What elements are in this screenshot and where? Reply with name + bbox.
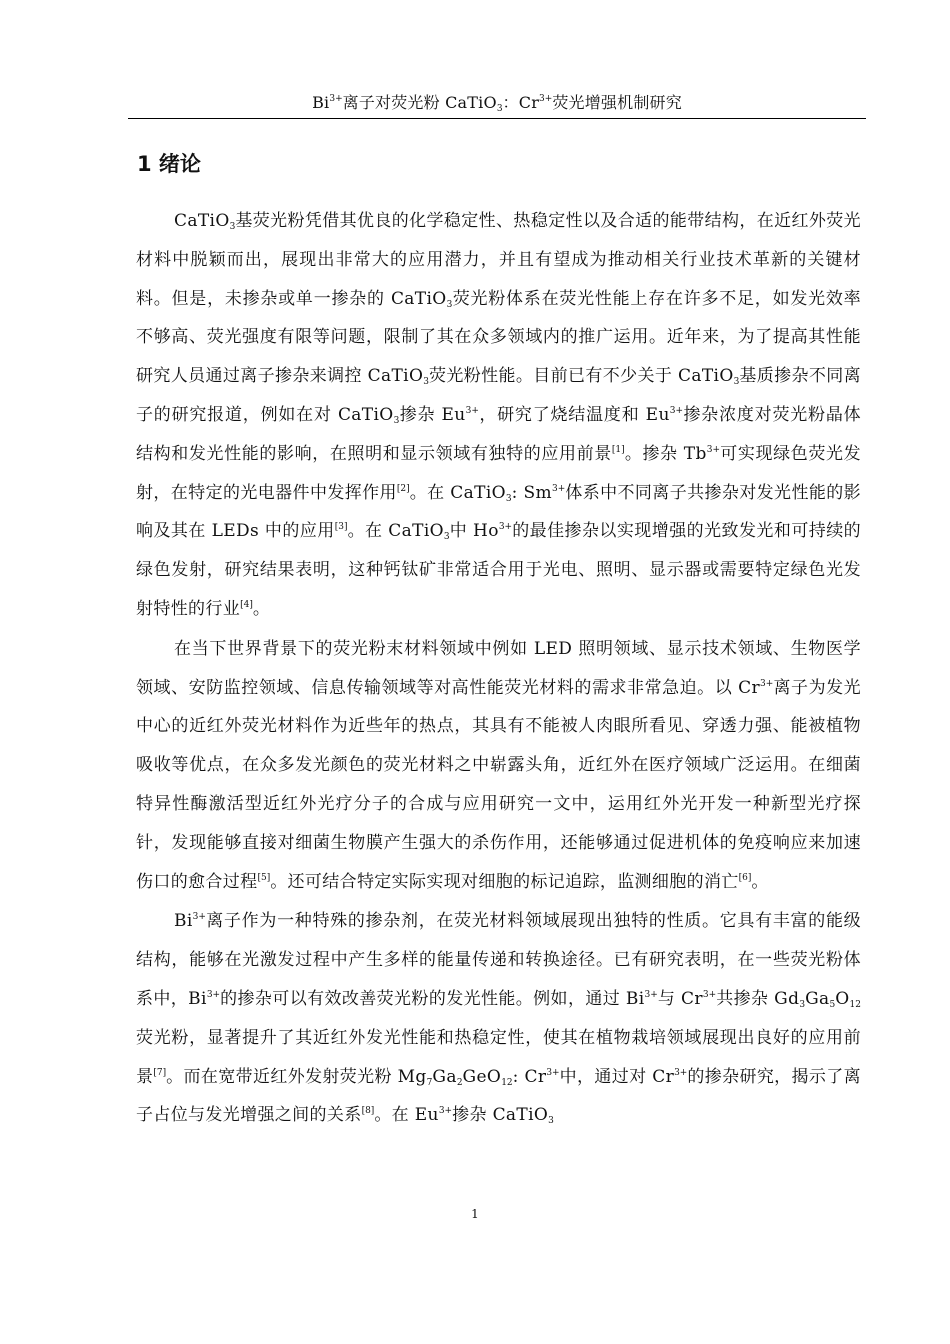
- citation-ref[interactable]: [2]: [396, 483, 410, 494]
- citation-ref[interactable]: [7]: [153, 1067, 167, 1078]
- text-run: 掺杂 Eu: [399, 404, 466, 425]
- subscript: 3: [393, 415, 400, 426]
- text-run: 。在 CaTiO: [409, 482, 506, 503]
- text-run: 的最佳掺杂以实现增强的光致发光和可持续的绿色发射，研究结果表明，这种钙钛矿非常适合用于光电、照明、显示器或需要特定绿色光发射特性的行业: [136, 521, 862, 619]
- citation-ref[interactable]: [3]: [334, 522, 348, 533]
- paragraph-2: [136, 630, 861, 902]
- text-run: GeO: [462, 1066, 502, 1087]
- text-run: 荧光粉体系在荧光性能上存在许多不足，如发光效率不够高、荧光强度有限等问题，限制了其在众多领域内的推广运用。近年来，为了提高其性能研究人员通过离子掺杂来调控 CaTiO: [136, 288, 861, 387]
- subscript: 12: [501, 1077, 513, 1088]
- subscript: 3: [229, 222, 236, 232]
- text-run: 。在 Eu: [374, 1105, 439, 1126]
- superscript: 3+: [702, 989, 717, 1000]
- superscript: 3+: [438, 1106, 453, 1117]
- subscript: 3: [446, 299, 453, 310]
- text-run: ，研究了烧结温度和 Eu: [478, 404, 670, 425]
- subscript: 3: [443, 532, 450, 543]
- citation-ref[interactable]: [4]: [240, 599, 253, 610]
- text-run: 掺杂浓度对荧光粉晶体结构和发光性能的影响，在照明和显示领域有独特的应用前景: [136, 404, 861, 464]
- citation-ref[interactable]: [5]: [257, 872, 271, 883]
- subscript: 5: [829, 999, 836, 1010]
- text-run: 。: [252, 598, 271, 619]
- text-run: : Sm: [511, 482, 552, 503]
- superscript: 3+: [192, 912, 206, 923]
- subscript: 2: [456, 1077, 463, 1088]
- superscript: 3+: [498, 522, 513, 533]
- superscript: 3+: [669, 405, 684, 416]
- text-run: 中 Ho: [449, 521, 499, 542]
- subscript: 3: [505, 493, 512, 504]
- text-run: 离子作为一种特殊的掺杂剂，在荧光材料领域展现出独特的性质。它具有丰富的能级结构，能够在光激发过程中产生多样的能量传递和转换途径。已有研究表明，在一些荧光粉体系中，Bi: [136, 911, 861, 1009]
- superscript: 3+: [644, 989, 658, 1000]
- superscript: 3+: [706, 444, 720, 455]
- citation-ref[interactable]: [8]: [361, 1106, 375, 1117]
- text-run: CaTiO: [174, 211, 230, 231]
- header-text: 荧光增强机制研究: [552, 93, 682, 112]
- subscript: 7: [426, 1077, 433, 1088]
- superscript: 3+: [674, 1067, 688, 1078]
- text-run: 共掺杂 Gd: [716, 988, 800, 1009]
- superscript: 3+: [206, 989, 221, 1000]
- text-run: 。在 CaTiO: [347, 521, 444, 542]
- citation-ref[interactable]: [1]: [611, 444, 625, 455]
- header-text: ：Cr: [502, 93, 540, 112]
- superscript: 3+: [546, 1067, 560, 1078]
- subscript: 3: [733, 377, 740, 388]
- subscript: 12: [849, 999, 861, 1010]
- text-run: 可实现绿色荧光发射，在特定的光电器件中发挥作用: [136, 443, 861, 503]
- text-run: 。掺杂 Tb: [624, 443, 707, 464]
- text-run: Ga: [432, 1066, 457, 1087]
- text-run: 荧光粉，显著提升了其近红外发光性能和热稳定性，使其在植物栽培领域展现出良好的应用前景: [136, 1027, 861, 1087]
- text-run: 的掺杂研究，揭示了离子占位与发光增强之间的关系: [136, 1066, 861, 1126]
- header-superscript: 3+: [329, 94, 343, 104]
- text-run: 。还可结合特定实际实现对细胞的标记追踪，监测细胞的消亡: [270, 871, 739, 892]
- body-text: [136, 202, 861, 1136]
- paragraph-3: [136, 902, 861, 1135]
- superscript: 3+: [760, 678, 774, 689]
- subscript: 3: [799, 999, 806, 1010]
- text-run: 离子为发光中心的近红外荧光材料作为近些年的热点，其具有不能被人肉眼所看见、穿透力强、能被植物吸收等优点，在众多发光颜色的荧光材料之中崭露头角，近红外在医疗领域广泛运用。在细菌特异性酶激活型近红外光疗分子的合成与应用研究一文中，运用红外光开发一种新型光疗探针，发现能够直接对细菌生物膜产生强大的杀伤作用，还能够通过促进机体的免疫响应来加速伤口的愈合过程: [136, 677, 861, 892]
- header-text: 离子对荧光粉 CaTiO: [342, 93, 497, 112]
- superscript: 3+: [465, 405, 479, 416]
- text-run: 基荧光粉凭借其优良的化学稳定性、热稳定性以及合适的能带结构，在近红外荧光材料中脱颖而出，展现出非常大的应用潜力，并且有望成为推动相关行业技术革新的关键材料。但是，未掺杂或单一掺杂的 CaTiO: [136, 211, 861, 309]
- text-run: 中，通过对 Cr: [559, 1066, 675, 1087]
- text-run: O: [835, 988, 850, 1009]
- text-run: 基质掺杂不同离子的研究报道，例如在对 CaTiO: [136, 366, 861, 425]
- text-run: : Cr: [512, 1066, 547, 1087]
- header-superscript: 3+: [539, 94, 553, 104]
- text-run: 。而在宽带近红外发射荧光粉 Mg: [166, 1066, 427, 1087]
- text-run: 荧光粉性能。目前已有不少关于 CaTiO: [428, 366, 734, 387]
- page-number: 1: [471, 1207, 479, 1221]
- header-text: Bi: [312, 93, 330, 112]
- text-run: 在当下世界背景下的荧光粉末材料领域中例如 LED 照明领域、显示技术领域、生物医学领域、安防监控领域、信息传输领域等对高性能荧光材料的需求非常急迫。以 Cr: [136, 638, 861, 698]
- text-run: Ga: [805, 988, 830, 1009]
- text-run: Bi: [174, 911, 193, 932]
- text-run: 掺杂 CaTiO: [452, 1105, 549, 1126]
- subscript: 3: [423, 377, 429, 388]
- paragraph-1: [136, 202, 861, 629]
- chapter-title: 1 绪论: [137, 152, 201, 176]
- citation-ref[interactable]: [6]: [738, 872, 752, 883]
- running-header: [128, 92, 866, 119]
- text-run: 的掺杂可以有效改善荧光粉的发光性能。例如，通过 Bi: [220, 988, 645, 1009]
- subscript: 3: [548, 1116, 554, 1127]
- text-run: 与 Cr: [657, 988, 703, 1009]
- header-subscript: 3: [496, 104, 503, 114]
- text-run: 体系中不同离子共掺杂对发光性能的影响及其在 LEDs 中的应用: [136, 482, 861, 542]
- superscript: 3+: [552, 483, 566, 494]
- text-run: 。: [751, 871, 769, 892]
